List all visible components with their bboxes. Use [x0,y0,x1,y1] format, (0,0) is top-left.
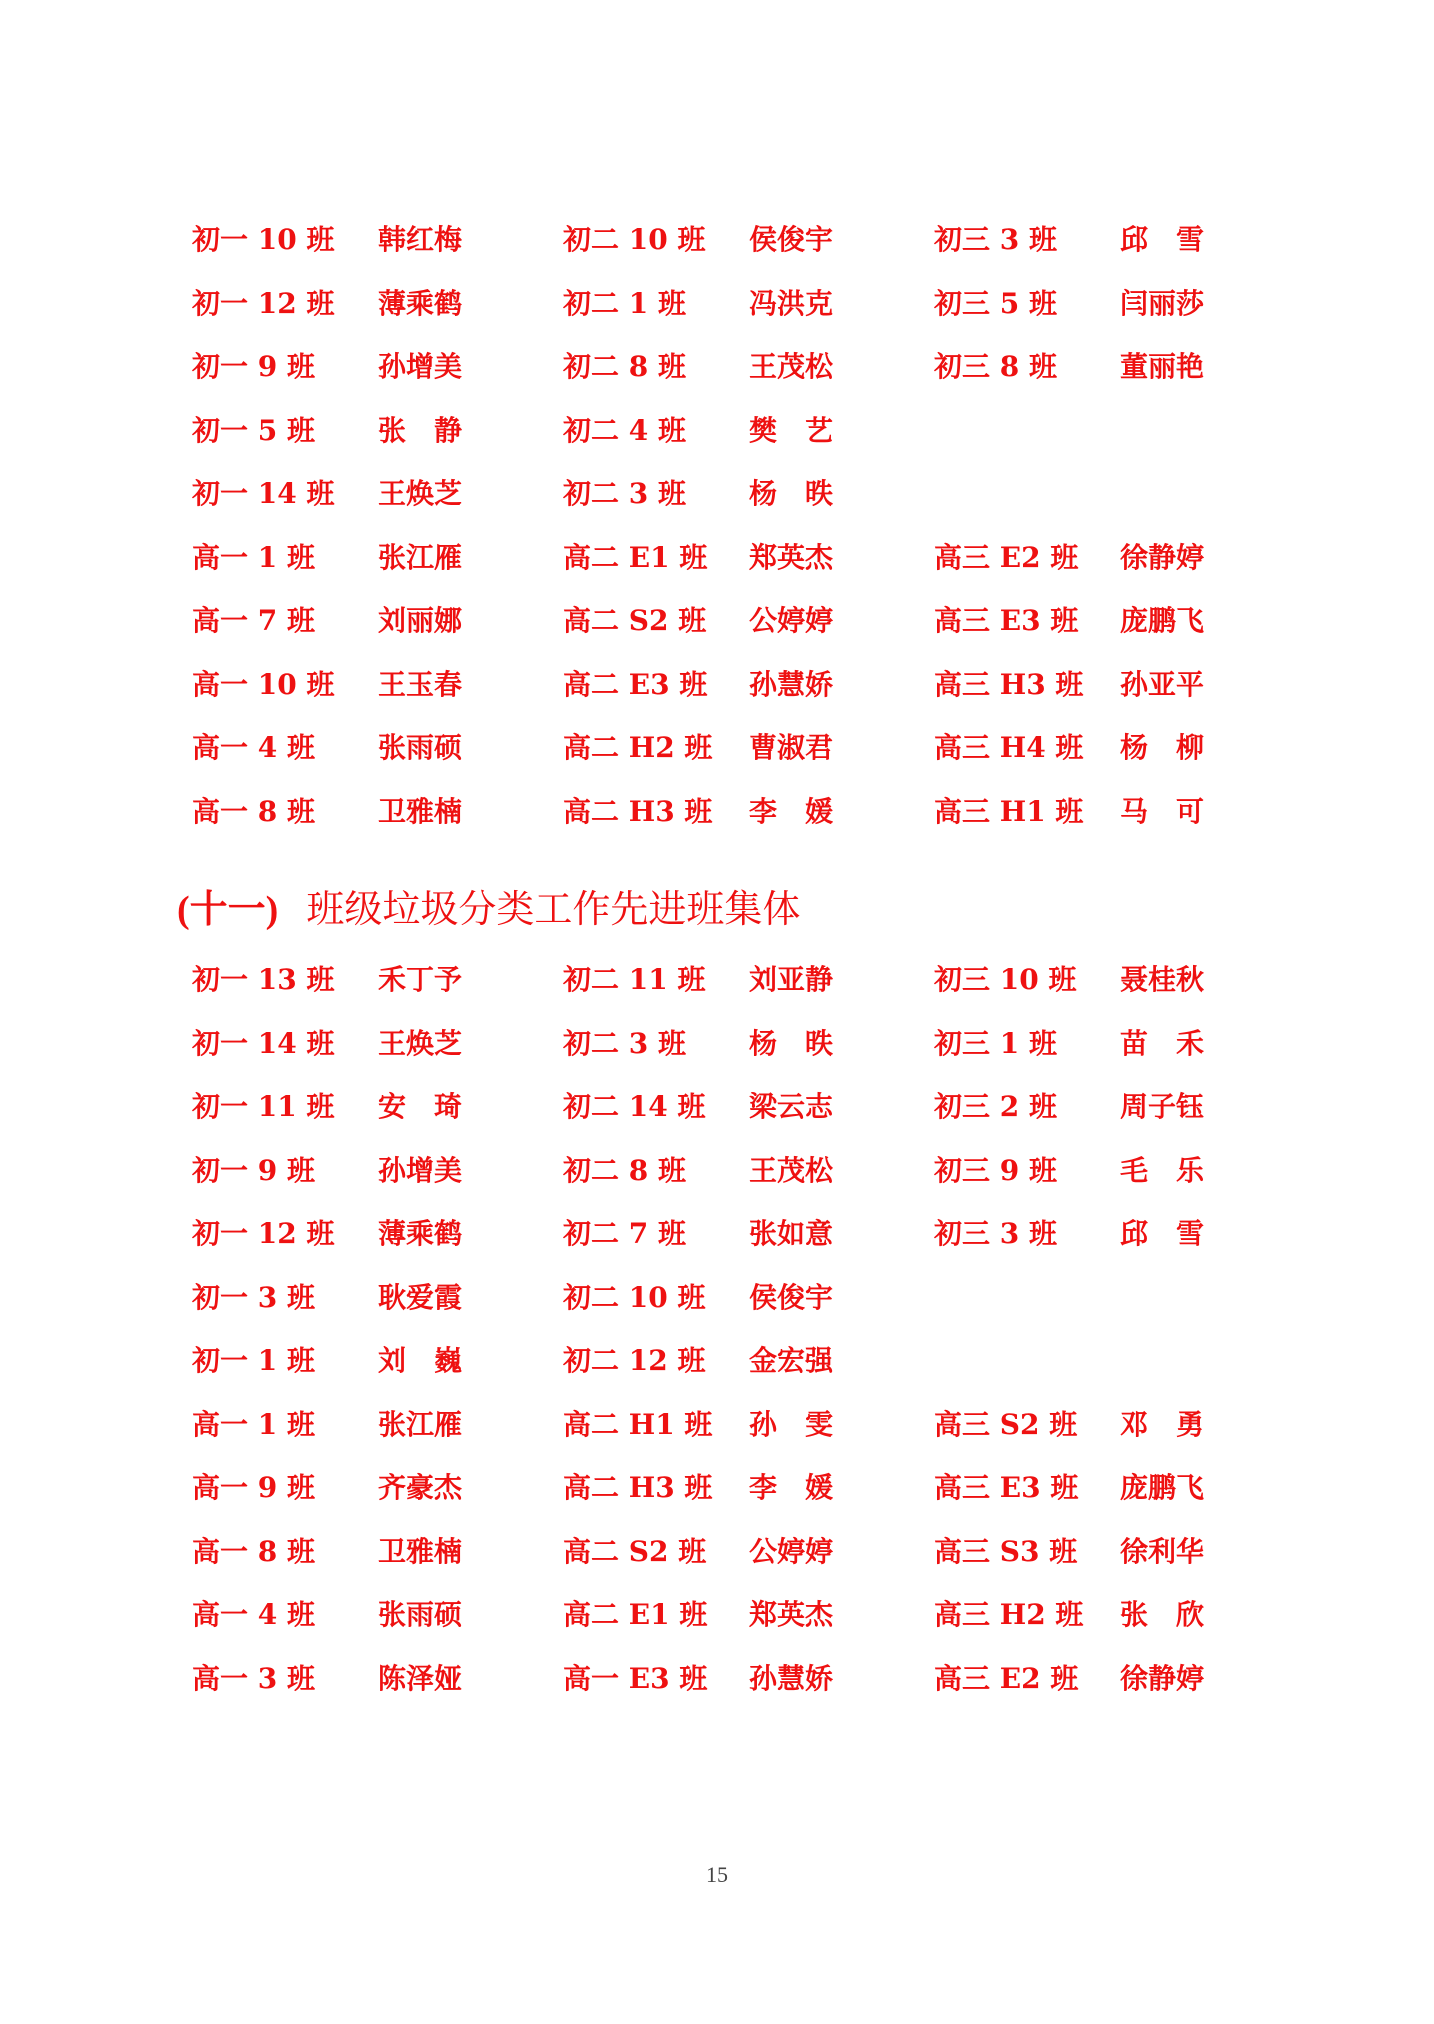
class-name: 初三 3 班 [934,223,1057,256]
class-name: 初三 9 班 [934,1153,1057,1187]
table-row [192,658,1252,722]
class-name: 初一 9 班 [192,350,315,383]
class-name: 高二 S2 班 [563,1534,707,1568]
teacher-name: 李 媛 [749,1471,834,1504]
teacher-name: 聂桂秋 [1120,963,1205,996]
table-row [192,531,1252,595]
teacher-name: 张 欣 [1120,1598,1205,1631]
class-name: 高二 E1 班 [563,1598,708,1631]
table-row [192,785,1252,849]
class-name: 初三 5 班 [934,286,1057,320]
table-row [192,721,1252,785]
teacher-name: 毛 乐 [1120,1153,1205,1187]
teacher-name: 孙慧娇 [749,1661,834,1695]
teacher-name: 安 琦 [378,1090,463,1123]
class-name: 初一 10 班 [192,223,335,256]
teacher-name: 耿爱霞 [378,1280,463,1314]
teacher-name: 王焕芝 [378,1026,463,1060]
class-name: 高三 E3 班 [934,604,1079,637]
class-name: 初三 10 班 [934,963,1077,996]
teacher-name: 孙慧娇 [749,667,834,701]
class-name: 高一 9 班 [192,1471,315,1504]
teacher-name: 徐静婷 [1120,540,1205,574]
class-name: 初三 2 班 [934,1090,1057,1123]
class-name: 初三 8 班 [934,350,1057,383]
class-name: 初一 9 班 [192,1153,315,1187]
class-name: 初三 3 班 [934,1217,1057,1250]
teacher-name: 李 媛 [749,794,834,828]
class-name: 初一 12 班 [192,286,335,320]
class-name: 初二 1 班 [563,286,686,320]
teacher-name: 邓 勇 [1120,1407,1205,1441]
class-name: 初二 14 班 [563,1090,706,1123]
teacher-name: 齐豪杰 [378,1471,463,1504]
class-name: 初二 8 班 [563,350,686,383]
teacher-name: 张江雁 [378,540,463,574]
teacher-name: 金宏强 [749,1344,834,1377]
teacher-name: 孙增美 [378,350,463,383]
class-name: 初二 3 班 [563,477,686,510]
teacher-name: 邱 雪 [1120,1217,1205,1250]
teacher-name: 王茂松 [749,1153,834,1187]
class-name: 初二 12 班 [563,1344,706,1377]
class-name: 初一 1 班 [192,1344,315,1377]
class-name: 高一 8 班 [192,1534,315,1568]
class-name: 高三 E2 班 [934,1661,1079,1695]
teacher-name: 张雨硕 [378,731,463,764]
teacher-name: 樊 艺 [749,413,834,447]
teacher-name: 杨 昳 [749,477,834,510]
teacher-name: 闫丽莎 [1120,286,1205,320]
class-name: 初一 14 班 [192,1026,335,1060]
teacher-name: 刘丽娜 [378,604,463,637]
award-list-previous-section [192,213,1252,848]
class-name: 高一 3 班 [192,1661,315,1695]
class-name: 高二 H3 班 [563,794,713,828]
table-row [192,1525,1252,1589]
teacher-name: 薄乘鹤 [378,286,463,320]
teacher-name: 邱 雪 [1120,223,1205,256]
teacher-name: 刘 巍 [378,1344,463,1377]
teacher-name: 张雨硕 [378,1598,463,1631]
class-name: 初二 7 班 [563,1217,686,1250]
teacher-name: 张如意 [749,1217,834,1250]
class-name: 初一 11 班 [192,1090,335,1123]
class-name: 高一 7 班 [192,604,315,637]
class-name: 高一 1 班 [192,1407,315,1441]
teacher-name: 董丽艳 [1120,350,1205,383]
class-name: 高一 E3 班 [563,1661,708,1695]
teacher-name: 卫雅楠 [378,1534,463,1568]
section-title: 班级垃圾分类工作先进班集体 [306,887,801,931]
teacher-name: 禾丁予 [378,963,463,996]
teacher-name: 杨 昳 [749,1026,834,1060]
table-row [192,1144,1252,1208]
class-name: 初二 10 班 [563,223,706,256]
teacher-name: 郑英杰 [749,1598,834,1631]
class-name: 高一 4 班 [192,731,315,764]
class-name: 高一 8 班 [192,794,315,828]
teacher-name: 韩红梅 [378,223,463,256]
table-row [192,1080,1252,1144]
teacher-name: 王玉春 [378,667,463,701]
table-row [192,213,1252,277]
class-name: 高三 S2 班 [934,1407,1078,1441]
teacher-name: 庞鹏飞 [1120,1471,1205,1504]
table-row [192,340,1252,404]
class-name: 高一 4 班 [192,1598,315,1631]
teacher-name: 公婷婷 [749,1534,834,1568]
teacher-name: 侯俊宇 [749,223,834,256]
teacher-name: 徐静婷 [1120,1661,1205,1695]
teacher-name: 张 静 [378,413,463,447]
table-row [192,1207,1252,1271]
class-name: 高二 H1 班 [563,1407,713,1441]
page-number: 15 [706,1862,728,1887]
teacher-name: 孙亚平 [1120,667,1205,701]
class-name: 初一 3 班 [192,1280,315,1314]
class-name: 高二 H3 班 [563,1471,713,1504]
table-row [192,594,1252,658]
class-name: 初二 4 班 [563,413,686,447]
section-heading [177,882,800,937]
teacher-name: 王焕芝 [378,477,463,510]
teacher-name: 郑英杰 [749,540,834,574]
award-list-garbage-sorting [192,953,1252,1715]
class-name: 高三 H4 班 [934,731,1084,764]
section-number: (十一) [177,889,279,931]
class-name: 高一 10 班 [192,667,335,701]
teacher-name: 梁云志 [749,1090,834,1123]
class-name: 高三 E2 班 [934,540,1079,574]
class-name: 高二 E3 班 [563,667,708,701]
table-row [192,404,1252,468]
class-name: 初二 8 班 [563,1153,686,1187]
class-name: 初二 3 班 [563,1026,686,1060]
table-row [192,467,1252,531]
table-row [192,1334,1252,1398]
class-name: 高二 E1 班 [563,540,708,574]
class-name: 初一 13 班 [192,963,335,996]
teacher-name: 孙增美 [378,1153,463,1187]
teacher-name: 苗 禾 [1120,1026,1205,1060]
table-row [192,1398,1252,1462]
table-row [192,1017,1252,1081]
teacher-name: 刘亚静 [749,963,834,996]
class-name: 高三 S3 班 [934,1534,1078,1568]
teacher-name: 徐利华 [1120,1534,1205,1568]
teacher-name: 孙 雯 [749,1407,834,1441]
table-row [192,1652,1252,1716]
teacher-name: 王茂松 [749,350,834,383]
table-row [192,1271,1252,1335]
teacher-name: 周子钰 [1120,1090,1205,1123]
class-name: 初一 12 班 [192,1217,335,1250]
teacher-name: 马 可 [1120,794,1205,828]
teacher-name: 杨 柳 [1120,731,1205,764]
class-name: 初二 10 班 [563,1280,706,1314]
teacher-name: 冯洪克 [749,286,834,320]
class-name: 高三 H1 班 [934,794,1084,828]
class-name: 高三 H3 班 [934,667,1084,701]
class-name: 高二 H2 班 [563,731,713,764]
teacher-name: 卫雅楠 [378,794,463,828]
teacher-name: 陈泽娅 [378,1661,463,1695]
class-name: 高一 1 班 [192,540,315,574]
table-row [192,953,1252,1017]
table-row [192,1461,1252,1525]
teacher-name: 张江雁 [378,1407,463,1441]
teacher-name: 曹淑君 [749,731,834,764]
class-name: 初一 14 班 [192,477,335,510]
table-row [192,277,1252,341]
table-row [192,1588,1252,1652]
class-name: 初三 1 班 [934,1026,1057,1060]
class-name: 高二 S2 班 [563,604,707,637]
class-name: 初二 11 班 [563,963,706,996]
teacher-name: 公婷婷 [749,604,834,637]
teacher-name: 薄乘鹤 [378,1217,463,1250]
teacher-name: 庞鹏飞 [1120,604,1205,637]
class-name: 初一 5 班 [192,413,315,447]
class-name: 高三 E3 班 [934,1471,1079,1504]
class-name: 高三 H2 班 [934,1598,1084,1631]
teacher-name: 侯俊宇 [749,1280,834,1314]
